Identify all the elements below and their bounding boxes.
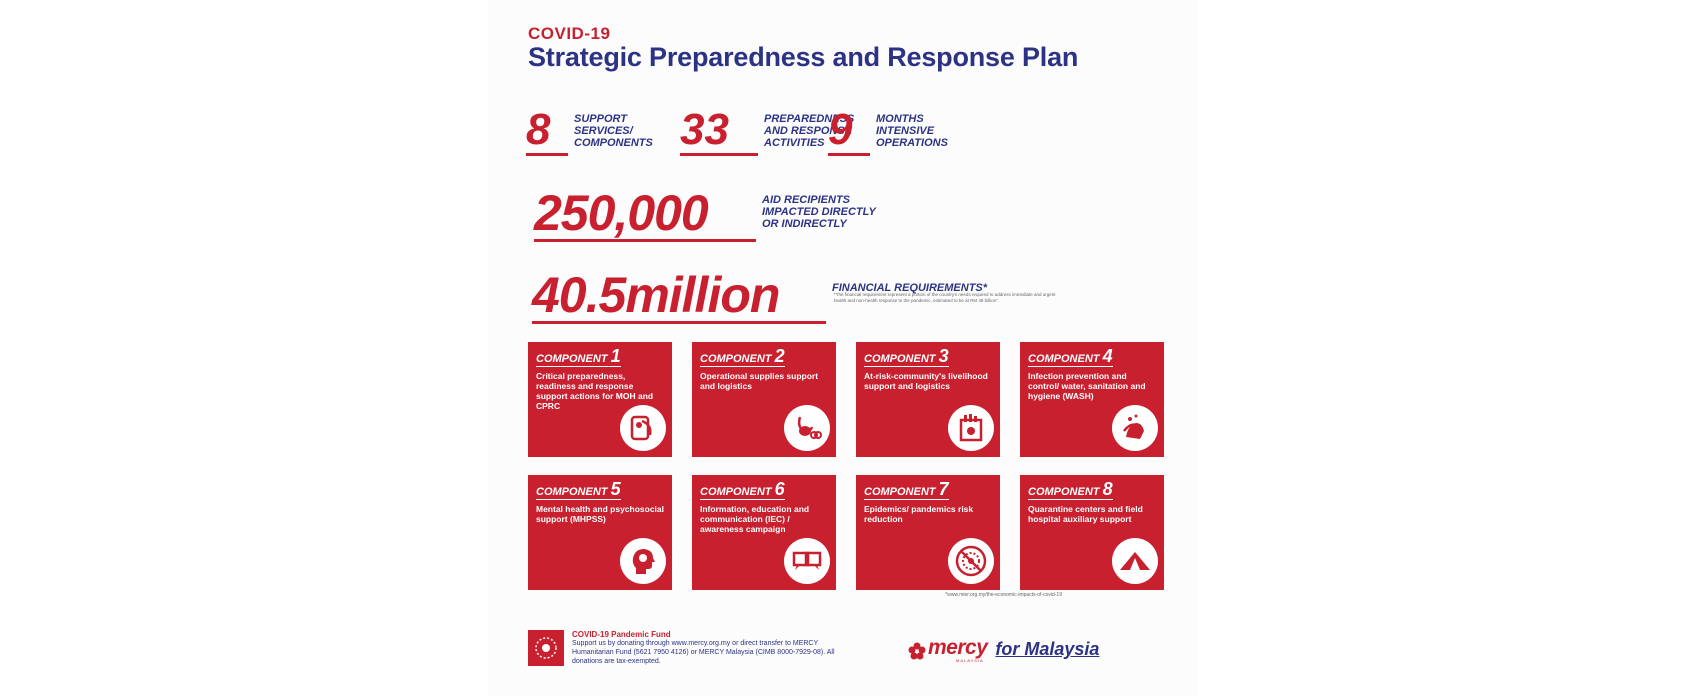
component-title: COMPONENT 2 (700, 346, 785, 366)
food-bag-icon (948, 405, 994, 451)
source-note: *www.mier.org.my/the-economic-impacts-of-covid-19 (945, 592, 1062, 598)
tent-icon (1112, 538, 1158, 584)
component-description: Mental health and psychosocial support (MHPSS) (536, 504, 665, 524)
face-shield-icon (620, 405, 666, 451)
head-profile-icon (620, 538, 666, 584)
component-description: At-risk-community's livelihood support and logistics (864, 371, 988, 391)
component-title: COMPONENT 7 (864, 479, 949, 499)
hand-washing-icon (1112, 405, 1158, 451)
component-description: Epidemics/ pandemics risk reduction (864, 504, 974, 524)
header-covid: COVID-19 (528, 24, 611, 43)
stat-number: 9 (828, 108, 870, 156)
stat-label: FINANCIAL REQUIREMENTS* (832, 282, 988, 294)
component-title: COMPONENT 5 (536, 479, 621, 499)
no-virus-icon (948, 538, 994, 584)
stat-months (828, 105, 948, 156)
stat-label: SUPPORT SERVICES/ COMPONENTS (574, 113, 653, 149)
financial-footnote: *The financial requirement represent a portion of the country's needs required to address immediate and urgent health and non-health response to the pandemic, estimated to be at RM 48 billion". (834, 292, 1056, 303)
component-card-7 (856, 475, 1000, 590)
stat-number: 40.5million (532, 270, 826, 324)
component-title: COMPONENT 3 (864, 346, 949, 366)
infographic-poster (488, 0, 1198, 696)
component-title: COMPONENT 8 (1028, 479, 1113, 499)
stat-number: 8 (526, 108, 568, 156)
component-card-5 (528, 475, 672, 590)
stat-label: MONTHS INTENSIVE OPERATIONS (876, 113, 948, 149)
component-description: Information, education and communication (IEC) / awareness campaign (700, 504, 810, 534)
stat-support-services (526, 105, 653, 156)
component-title: COMPONENT 4 (1028, 346, 1113, 366)
stat-aid-recipients (534, 185, 876, 242)
component-description: Quarantine centers and field hospital auxiliary support (1028, 504, 1143, 524)
component-card-3 (856, 342, 1000, 457)
brand-tagline: for Malaysia (995, 639, 1100, 659)
brand-sub: MALAYSIA (956, 658, 984, 663)
stat-number: 250,000 (534, 188, 756, 242)
component-card-4 (1020, 342, 1164, 457)
flower-logo-icon (908, 642, 926, 660)
page-title: Strategic Preparedness and Response Plan (528, 42, 1079, 72)
component-card-6 (692, 475, 836, 590)
stat-label: AID RECIPIENTS IMPACTED DIRECTLY OR INDIRECTLY (762, 194, 876, 230)
component-description: Operational supplies support and logistics (700, 371, 819, 391)
fund-info (572, 630, 842, 666)
speech-bubbles-icon (784, 538, 830, 584)
fund-logo (528, 630, 564, 666)
brand-name: mercy (928, 636, 988, 659)
component-title: COMPONENT 6 (700, 479, 785, 499)
stat-number: 33 (680, 108, 758, 156)
component-card-8 (1020, 475, 1164, 590)
fund-title: COVID-19 Pandemic Fund (572, 630, 671, 639)
component-description: Critical preparedness, readiness and response support actions for MOH and CPRC (536, 371, 654, 411)
component-card-2 (692, 342, 836, 457)
stat-label: PREPAREDNESS AND RESPONSE ACTIVITIES (764, 113, 855, 149)
mercy-brand (908, 636, 1100, 663)
component-title: COMPONENT 1 (536, 346, 621, 366)
component-card-1 (528, 342, 672, 457)
component-description: Infection prevention and control/ water, sanitation and hygiene (WASH) (1028, 371, 1146, 401)
components-grid (528, 342, 1164, 590)
fund-text: Support us by donating through www.mercy.org.my or direct transfer to MERCY Humanitarian Fund (5621 7950 4126) or MERCY Malaysia (CIMB 8000-7929-08). All donations are tax-exempted. (572, 640, 835, 665)
oxygen-mask-icon (784, 405, 830, 451)
